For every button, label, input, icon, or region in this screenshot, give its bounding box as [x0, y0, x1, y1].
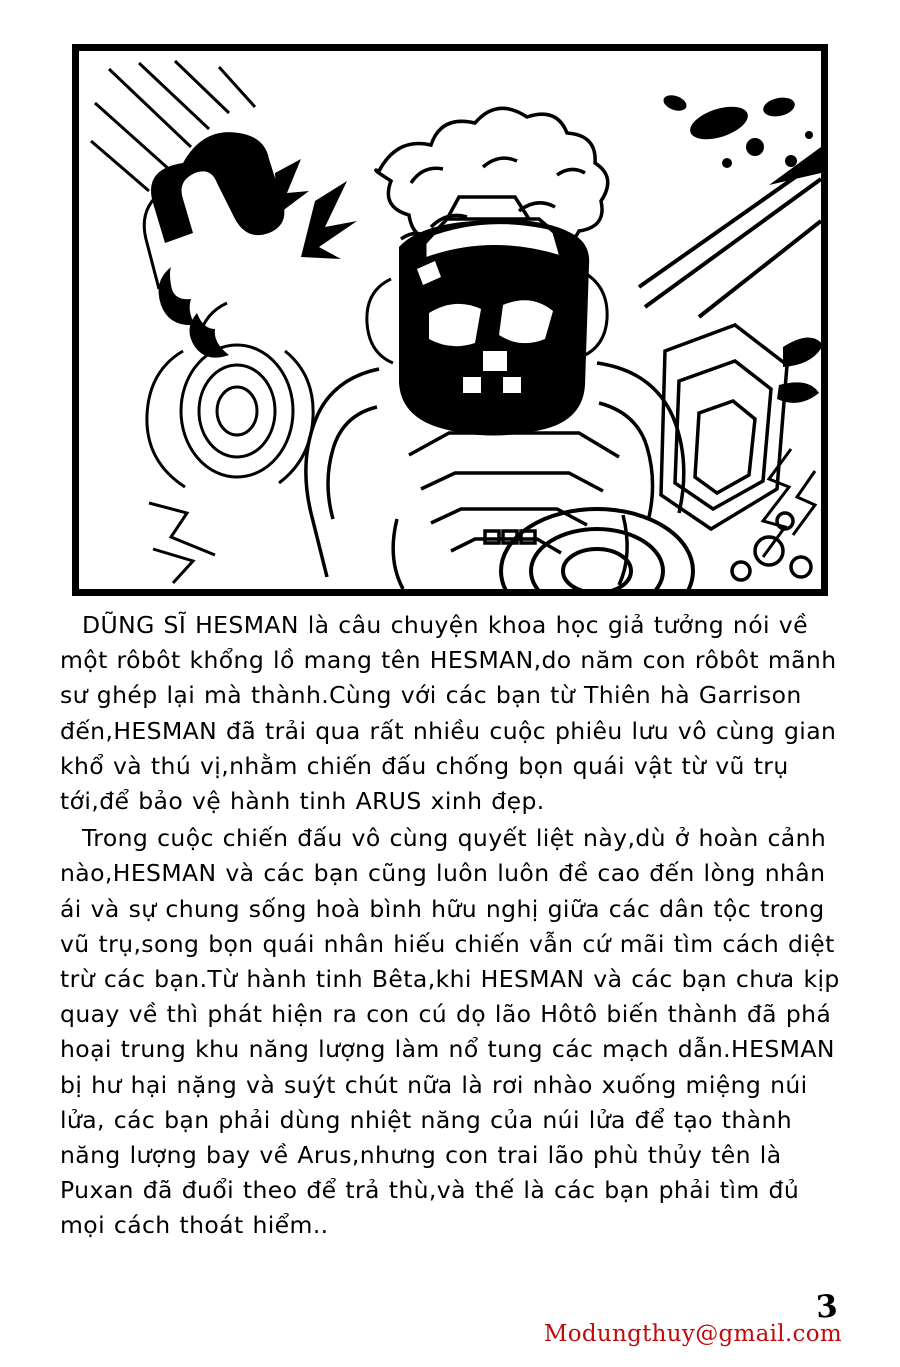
page-number: 3 [815, 1288, 840, 1326]
illustration-panel [72, 44, 828, 596]
watermark-email: Modungthuy@gmail.com [543, 1321, 842, 1347]
story-text [60, 608, 850, 1244]
paragraph-2: Trong cuộc chiến đấu vô cùng quyết liệt này,dù ở hoàn cảnh nào,HESMAN và các bạn cũng luôn luôn đề cao đến lòng nhân ái và sự chung sống hoà bình hữu nghị giữa các dân tộc trong vũ trụ,song bọn quái nhân hiếu chiến vẫn cứ mãi tìm cách diệt trừ các bạn.Từ hành tinh Bêta,khi HESMAN và các bạn chưa kịp quay về thì phát hiện ra con cú dọ lão Hôtô biến thành đã phá hoại trung khu năng lượng làm nổ tung các mạch dẫn.HESMAN bị hư hại nặng và suýt chút nữa là rơi nhào xuống miệng núi lửa, các bạn phải dùng nhiệt năng của núi lửa để tạo thành năng lượng bay về Arus,nhưng con trai lão phù thủy tên là Puxan đã đuổi theo để trả thù,và thế là các bạn phải tìm đủ mọi cách thoát hiểm.. [60, 824, 849, 1240]
hesman-robot-illustration [79, 51, 821, 589]
paragraph-1: DŨNG SĨ HESMAN là câu chuyện khoa học giả tưởng nói về một rôbôt khổng lồ mang tên HESMAN,do năm con rôbôt mãnh sư ghép lại mà thành.Cùng với các bạn từ Thiên hà Garrison đến,HESMAN đã trải qua rất nhiều cuộc phiêu lưu vô cùng gian khổ và thú vị,nhằm chiến đấu chống bọn quái vật từ vũ trụ tới,để bảo vệ hành tinh ARUS xinh đẹp. [60, 611, 846, 816]
